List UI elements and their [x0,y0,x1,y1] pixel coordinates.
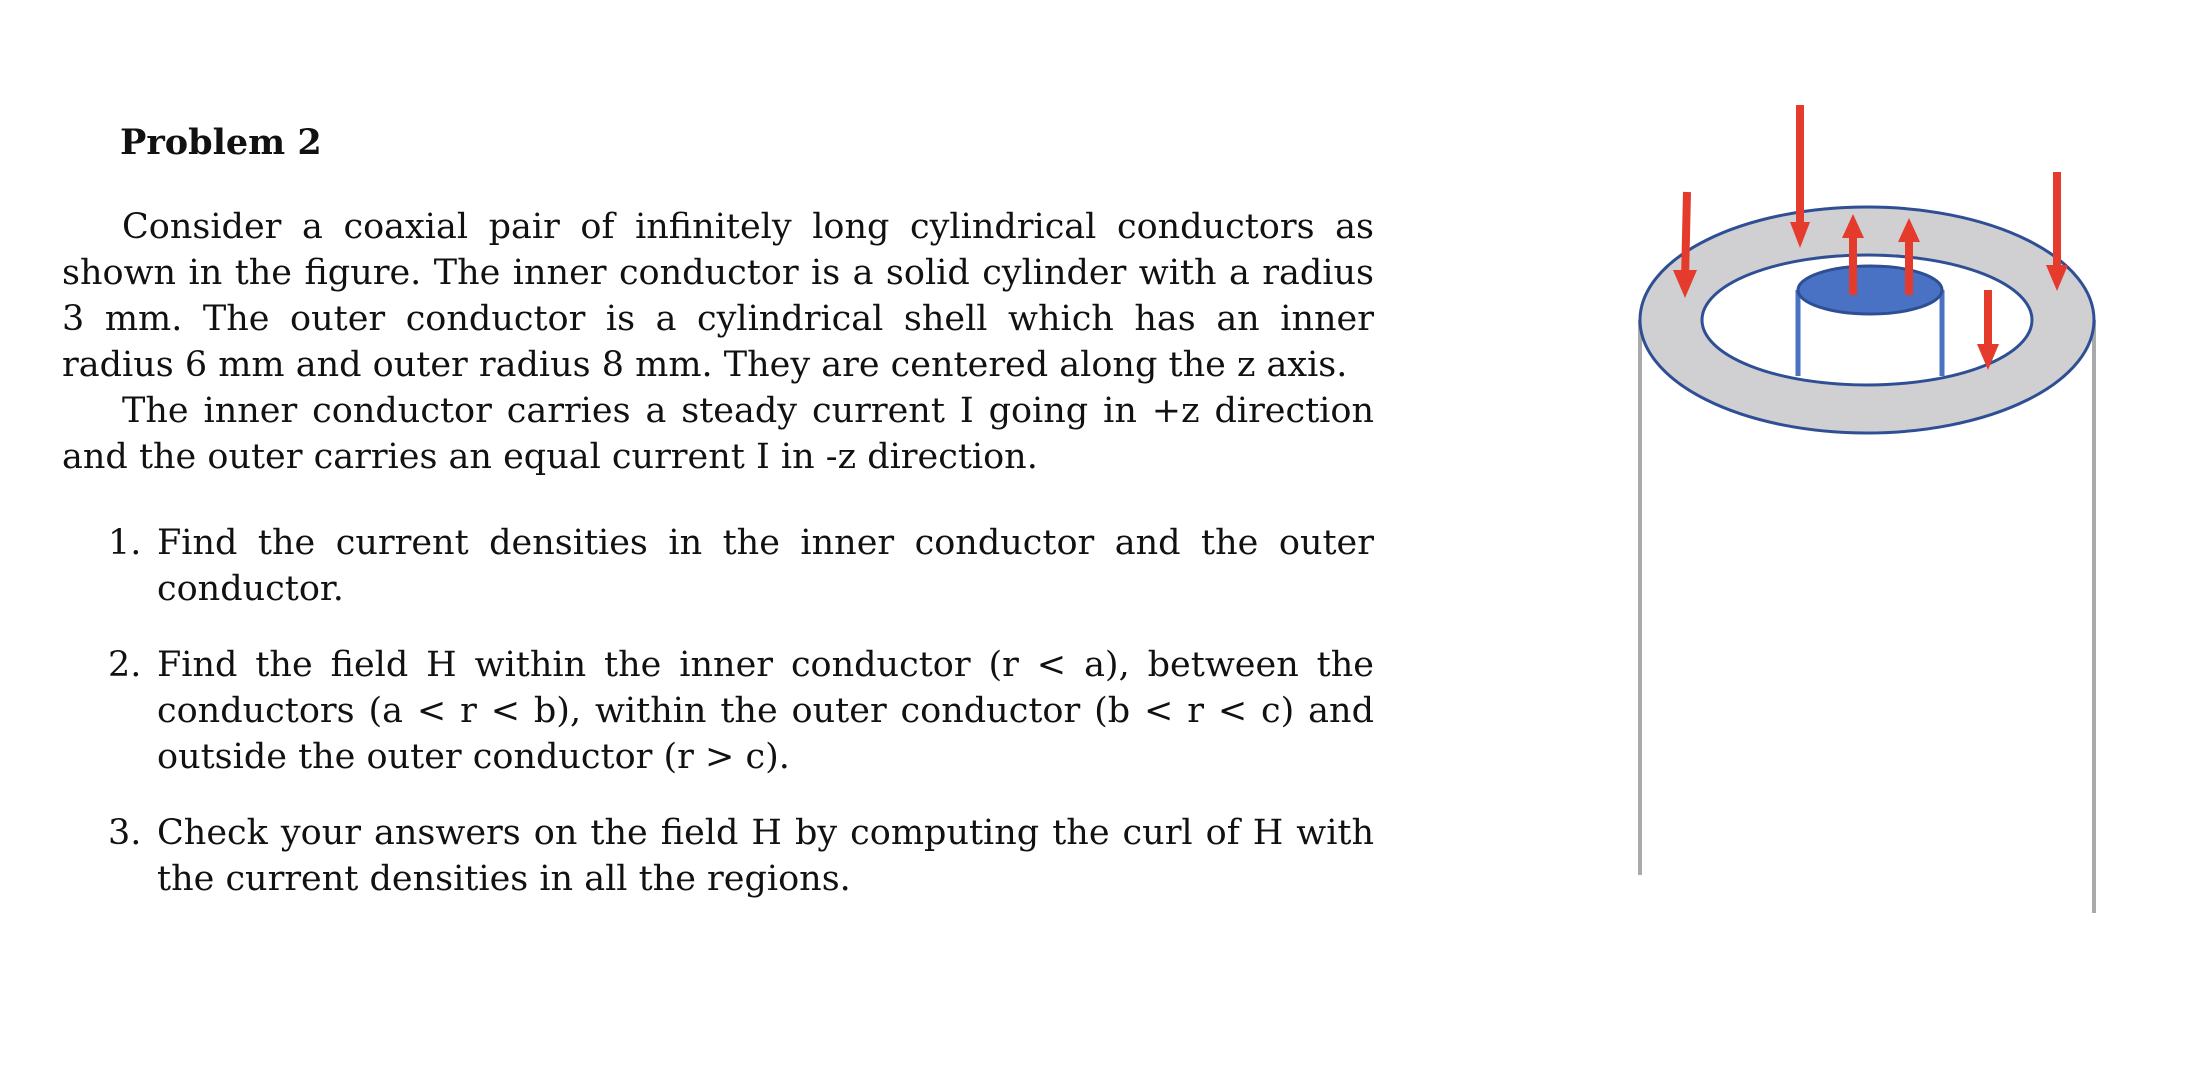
arrow-down-2 [1685,192,1687,280]
item-text: Find the current densities in the inner conductor and the outer conductor. [157,523,1374,609]
problem-title: Problem 2 [120,122,322,163]
list-item [62,520,1374,612]
question-list [62,520,1374,902]
outer-shell-ring [1640,207,2094,433]
item-number: 3. [108,813,142,853]
inner-conductor-top [1798,266,1942,314]
paragraph-1: Consider a coaxial pair of infinitely long cylindrical conductors as shown in the figure. The inner conductor is a solid cylinder with a radius 3 mm. The outer conductor is a cylindrical shell which has an inner radius 6 mm and outer radius 8 mm. They are centered along the z axis. [62,207,1374,385]
list-item [62,642,1374,780]
coaxial-figure [1620,90,2120,920]
item-number: 1. [108,523,142,563]
item-number: 2. [108,645,142,685]
list-item [62,810,1374,902]
paragraph-2: The inner conductor carries a steady current I going in +z direction and the outer carries an equal current I in -z direction. [62,391,1374,477]
item-text: Check your answers on the field H by computing the curl of H with the current densities in all the regions. [157,813,1374,899]
item-text: Find the field H within the inner conductor (r < a), between the conductors (a < r < b), within the outer conductor (b < r < c) and outside the outer conductor (r > c). [157,645,1374,777]
